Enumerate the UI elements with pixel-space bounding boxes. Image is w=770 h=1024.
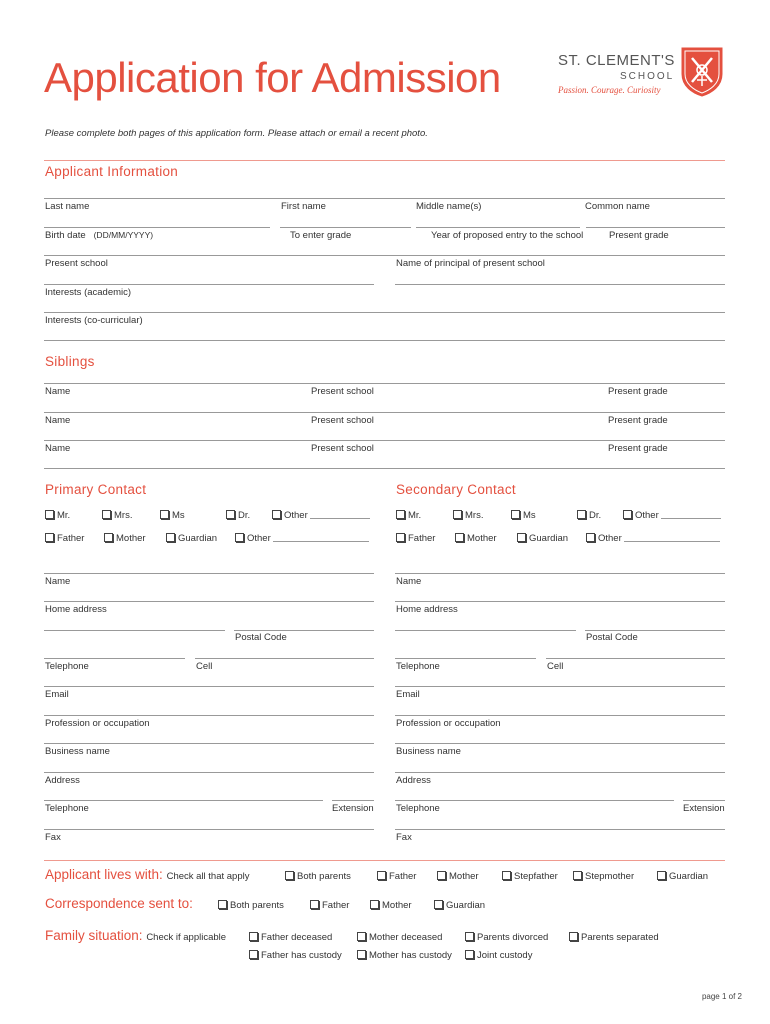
field-line — [416, 227, 580, 228]
secondary-relation-mother-checkbox[interactable] — [455, 533, 497, 544]
field-line — [44, 829, 374, 830]
school-subtitle: SCHOOL — [620, 71, 675, 82]
field-line — [395, 284, 725, 285]
field-line — [44, 412, 725, 413]
section-secondary-contact-heading: Secondary Contact — [396, 482, 516, 497]
primary-name-field[interactable]: Name — [45, 576, 71, 587]
primary-relation-mother-checkbox[interactable] — [104, 533, 146, 544]
checkbox-label: Father has custody — [261, 950, 342, 961]
secondary-email-field[interactable]: Email — [396, 689, 420, 700]
checkbox-label: Stepfather — [514, 871, 558, 882]
lives-with-both-parents-checkbox[interactable] — [285, 871, 351, 882]
primary-title-dr-checkbox[interactable] — [226, 510, 250, 521]
field-line — [44, 772, 374, 773]
field-line — [44, 198, 725, 199]
checkbox-label: Guardian — [178, 533, 218, 544]
section-siblings-heading: Siblings — [45, 354, 95, 369]
field-line — [44, 573, 374, 574]
sibling-1-name-field[interactable]: Name — [45, 386, 71, 397]
checkbox-label: Guardian — [529, 533, 569, 544]
checkbox-label: Father — [408, 533, 436, 544]
lives-with-stepmother-checkbox[interactable] — [573, 871, 634, 882]
birth-date-hint: (DD/MM/YYYY) — [93, 230, 154, 240]
first-name-field[interactable]: First name — [281, 201, 326, 212]
mother-custody-checkbox[interactable] — [357, 950, 452, 961]
primary-business-telephone-field[interactable]: Telephone — [45, 803, 89, 814]
field-line — [683, 800, 725, 801]
secondary-profession-field[interactable]: Profession or occupation — [396, 718, 501, 729]
checkbox-label: Mrs. — [465, 510, 484, 521]
secondary-cell-field[interactable]: Cell — [547, 661, 564, 672]
field-line — [395, 630, 576, 631]
lives-with-guardian-checkbox[interactable] — [657, 871, 708, 882]
sibling-3-name-field[interactable]: Name — [45, 443, 71, 454]
section-divider — [44, 160, 725, 161]
correspondence-mother-checkbox[interactable] — [370, 900, 412, 911]
field-line — [280, 227, 411, 228]
principal-name-field[interactable]: Name of principal of present school — [396, 258, 545, 269]
correspondence-father-checkbox[interactable] — [310, 900, 349, 911]
primary-address-field[interactable]: Address — [45, 775, 80, 786]
field-line — [195, 658, 374, 659]
secondary-title-other-checkbox[interactable] — [623, 510, 721, 521]
primary-relation-other-checkbox[interactable] — [235, 533, 369, 544]
sibling-2-school-field[interactable]: Present school — [311, 415, 374, 426]
field-line — [44, 658, 185, 659]
checkbox-label: Mother — [116, 533, 146, 544]
field-line — [44, 383, 725, 384]
checkbox-label: Mother — [382, 900, 412, 911]
family-situation-title: Family situation: — [45, 928, 143, 943]
birth-date-label: Birth date — [45, 230, 86, 241]
common-name-field[interactable]: Common name — [585, 201, 650, 212]
checkbox-label: Dr. — [238, 510, 251, 521]
parents-separated-checkbox[interactable] — [569, 932, 659, 943]
primary-relation-father-checkbox[interactable] — [45, 533, 84, 544]
year-of-entry-field[interactable]: Year of proposed entry to the school — [431, 230, 584, 241]
primary-email-field[interactable]: Email — [45, 689, 69, 700]
correspondence-guardian-checkbox[interactable] — [434, 900, 485, 911]
checkbox-label: Stepmother — [585, 871, 635, 882]
last-name-field[interactable]: Last name — [45, 201, 90, 212]
present-grade-field[interactable]: Present grade — [609, 230, 669, 241]
field-line — [395, 800, 674, 801]
field-line — [234, 630, 374, 631]
lives-with-title: Applicant lives with: — [45, 867, 163, 882]
field-line — [44, 715, 374, 716]
checkbox-label: Mother deceased — [369, 932, 443, 943]
secondary-postal-code-field[interactable]: Postal Code — [586, 632, 638, 643]
primary-cell-field[interactable]: Cell — [196, 661, 213, 672]
birth-date-field[interactable] — [45, 230, 153, 241]
checkbox-label: Ms — [523, 510, 536, 521]
sibling-1-grade-field[interactable]: Present grade — [608, 386, 668, 397]
field-line — [44, 630, 225, 631]
family-situation-hint: Check if applicable — [146, 932, 227, 943]
father-custody-checkbox[interactable] — [249, 950, 342, 961]
school-motto: Passion. Courage. Curiosity — [558, 85, 661, 95]
secondary-title-mrs-checkbox[interactable] — [453, 510, 483, 521]
sibling-2-name-field[interactable]: Name — [45, 415, 71, 426]
field-line — [395, 686, 725, 687]
checkbox-label: Father deceased — [261, 932, 333, 943]
checkbox-label: Other — [284, 510, 308, 521]
checkbox-label: Mother — [449, 871, 479, 882]
lives-with-father-checkbox[interactable] — [377, 871, 416, 882]
field-line — [44, 340, 725, 341]
field-line — [395, 601, 725, 602]
checkbox-label: Mother has custody — [369, 950, 452, 961]
field-line — [332, 800, 374, 801]
checkbox-label: Mr. — [408, 510, 422, 521]
mother-deceased-checkbox[interactable] — [357, 932, 442, 943]
primary-postal-code-field[interactable]: Postal Code — [235, 632, 287, 643]
secondary-business-telephone-field[interactable]: Telephone — [396, 803, 440, 814]
father-deceased-checkbox[interactable] — [249, 932, 332, 943]
secondary-relation-father-checkbox[interactable] — [396, 533, 435, 544]
page-title: Application for Admission — [44, 54, 501, 101]
primary-title-ms-checkbox[interactable] — [160, 510, 185, 521]
secondary-home-address-field[interactable]: Home address — [396, 604, 458, 615]
field-line — [585, 630, 725, 631]
secondary-fax-field[interactable]: Fax — [396, 832, 412, 843]
primary-fax-field[interactable]: Fax — [45, 832, 61, 843]
field-line — [395, 715, 725, 716]
lives-with-mother-checkbox[interactable] — [437, 871, 479, 882]
section-primary-contact-heading: Primary Contact — [45, 482, 147, 497]
sibling-1-school-field[interactable]: Present school — [311, 386, 374, 397]
checkbox-label: Parents divorced — [477, 932, 549, 943]
field-line — [44, 255, 725, 256]
field-line — [586, 227, 725, 228]
section-divider — [44, 860, 725, 861]
primary-title-other-checkbox[interactable] — [272, 510, 370, 521]
checkbox-label: Guardian — [669, 871, 709, 882]
sibling-2-grade-field[interactable]: Present grade — [608, 415, 668, 426]
correspondence-both-parents-checkbox[interactable] — [218, 900, 284, 911]
present-school-field[interactable]: Present school — [45, 258, 108, 269]
checkbox-label: Father — [322, 900, 350, 911]
primary-relation-guardian-checkbox[interactable] — [166, 533, 217, 544]
primary-telephone-field[interactable]: Telephone — [45, 661, 89, 672]
secondary-business-name-field[interactable]: Business name — [396, 746, 461, 757]
checkbox-label: Mr. — [57, 510, 71, 521]
to-enter-grade-field[interactable]: To enter grade — [290, 230, 352, 241]
checkbox-label: Mrs. — [114, 510, 133, 521]
secondary-address-field[interactable]: Address — [396, 775, 431, 786]
sibling-3-grade-field[interactable]: Present grade — [608, 443, 668, 454]
field-line — [44, 800, 323, 801]
interests-academic-field[interactable]: Interests (academic) — [45, 287, 132, 298]
checkbox-label: Mother — [467, 533, 497, 544]
primary-title-mrs-checkbox[interactable] — [102, 510, 132, 521]
field-line — [44, 312, 725, 313]
section-applicant-heading: Applicant Information — [45, 164, 179, 179]
field-line — [44, 743, 374, 744]
lives-with-heading — [45, 867, 250, 882]
secondary-title-dr-checkbox[interactable] — [577, 510, 601, 521]
secondary-title-mr-checkbox[interactable] — [396, 510, 421, 521]
field-line — [395, 573, 725, 574]
field-line — [546, 658, 725, 659]
primary-extension-field[interactable]: Extension — [332, 803, 374, 814]
family-situation-heading — [45, 928, 226, 943]
sibling-3-school-field[interactable]: Present school — [311, 443, 374, 454]
checkbox-label: Joint custody — [477, 950, 533, 961]
field-line — [395, 658, 536, 659]
checkbox-label: Other — [635, 510, 659, 521]
secondary-extension-field[interactable]: Extension — [683, 803, 725, 814]
field-line — [44, 440, 725, 441]
page-number: page 1 of 2 — [701, 992, 742, 1001]
school-name: ST. CLEMENT'S — [558, 52, 675, 69]
checkbox-label: Other — [598, 533, 622, 544]
parents-divorced-checkbox[interactable] — [465, 932, 548, 943]
primary-business-name-field[interactable]: Business name — [45, 746, 110, 757]
checkbox-label: Guardian — [446, 900, 486, 911]
checkbox-label: Both parents — [230, 900, 284, 911]
secondary-relation-other-checkbox[interactable] — [586, 533, 720, 544]
checkbox-label: Dr. — [589, 510, 602, 521]
interests-cocurricular-field[interactable]: Interests (co-curricular) — [45, 315, 143, 326]
lives-with-stepfather-checkbox[interactable] — [502, 871, 558, 882]
primary-home-address-field[interactable]: Home address — [45, 604, 107, 615]
secondary-telephone-field[interactable]: Telephone — [396, 661, 440, 672]
school-crest-icon — [680, 46, 724, 98]
field-line — [395, 743, 725, 744]
field-line — [44, 284, 374, 285]
secondary-relation-guardian-checkbox[interactable] — [517, 533, 568, 544]
checkbox-label: Father — [57, 533, 85, 544]
intro-text: Please complete both pages of this application form. Please attach or email a recent photo. — [45, 128, 428, 139]
checkbox-label: Father — [389, 871, 417, 882]
checkbox-label: Other — [247, 533, 271, 544]
checkbox-label: Both parents — [297, 871, 351, 882]
field-line — [44, 468, 725, 469]
checkbox-label: Ms — [172, 510, 185, 521]
field-line — [395, 829, 725, 830]
middle-names-field[interactable]: Middle name(s) — [416, 201, 482, 212]
field-line — [44, 227, 270, 228]
field-line — [395, 772, 725, 773]
secondary-name-field[interactable]: Name — [396, 576, 422, 587]
secondary-title-ms-checkbox[interactable] — [511, 510, 536, 521]
primary-title-mr-checkbox[interactable] — [45, 510, 70, 521]
joint-custody-checkbox[interactable] — [465, 950, 532, 961]
field-line — [44, 601, 374, 602]
field-line — [44, 686, 374, 687]
checkbox-label: Parents separated — [581, 932, 659, 943]
lives-with-hint: Check all that apply — [166, 871, 250, 882]
correspondence-heading: Correspondence sent to: — [45, 896, 193, 911]
primary-profession-field[interactable]: Profession or occupation — [45, 718, 150, 729]
